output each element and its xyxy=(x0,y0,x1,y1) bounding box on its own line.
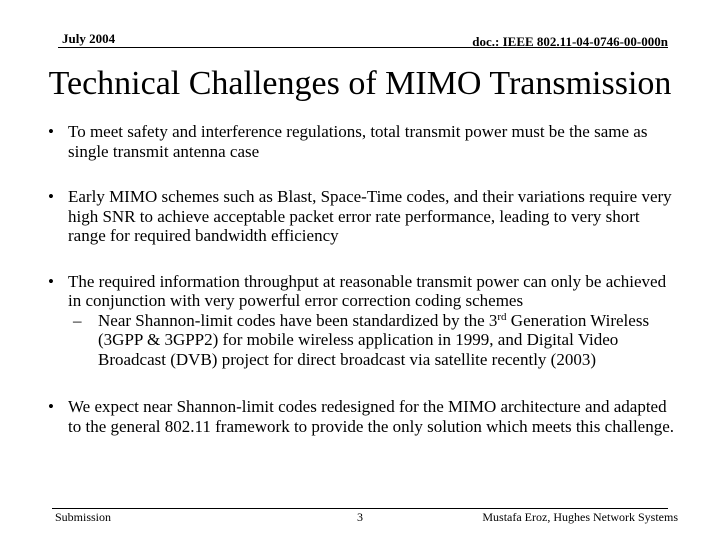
footer-page-number: 3 xyxy=(357,510,363,524)
header-doc-id: doc.: IEEE 802.11-04-0746-00-000n xyxy=(472,34,668,49)
bullet-item xyxy=(48,122,678,161)
bullet-text: The required information throughput at reasonable transmit power can only be achieved in conjunction with very powerful error correction coding schemes xyxy=(68,271,667,310)
bullet-marker: • xyxy=(48,122,54,141)
sub-bullet-marker: – xyxy=(73,310,82,330)
bullet-marker: • xyxy=(48,187,54,206)
bullet-item xyxy=(48,187,678,246)
footer-divider xyxy=(52,508,668,509)
bullet-text: Early MIMO schemes such as Blast, Space-Time codes, and their variations require very high SNR to achieve acceptable packet error rate performance, leading to very short range for required bandwidth efficiency xyxy=(68,187,672,245)
sub-bullet-text-after: Generation Wireless (3GPP & 3GPP2) for mobile wireless application in 1999, and Digital Video Broadcast (DVB) project for direct broadcast via satellite recently (2003) xyxy=(98,310,650,369)
bullet-item xyxy=(48,272,678,311)
slide-title: Technical Challenges of MIMO Transmission xyxy=(48,65,672,102)
sub-bullet-superscript: rd xyxy=(497,310,507,323)
footer-submission: Submission xyxy=(55,510,112,524)
bullet-text: We expect near Shannon-limit codes redesigned for the MIMO architecture and adapted to the general 802.11 framework to provide the only solution which meets this challenge. xyxy=(68,397,675,436)
header-divider xyxy=(58,47,668,48)
bullet-text: To meet safety and interference regulations, total transmit power must be the same as single transmit antenna case xyxy=(68,122,648,161)
bullet-item xyxy=(48,397,678,436)
slide-body xyxy=(48,122,678,436)
footer-author: Mustafa Eroz, Hughes Network Systems xyxy=(482,510,678,524)
bullet-marker: • xyxy=(48,271,54,291)
bullet-group xyxy=(48,272,678,370)
sub-bullet-item xyxy=(73,311,678,370)
sub-bullet-text-before: Near Shannon-limit codes have been standardized by the 3 xyxy=(98,310,498,330)
bullet-marker: • xyxy=(48,397,54,416)
header-date: July 2004 xyxy=(62,31,116,46)
